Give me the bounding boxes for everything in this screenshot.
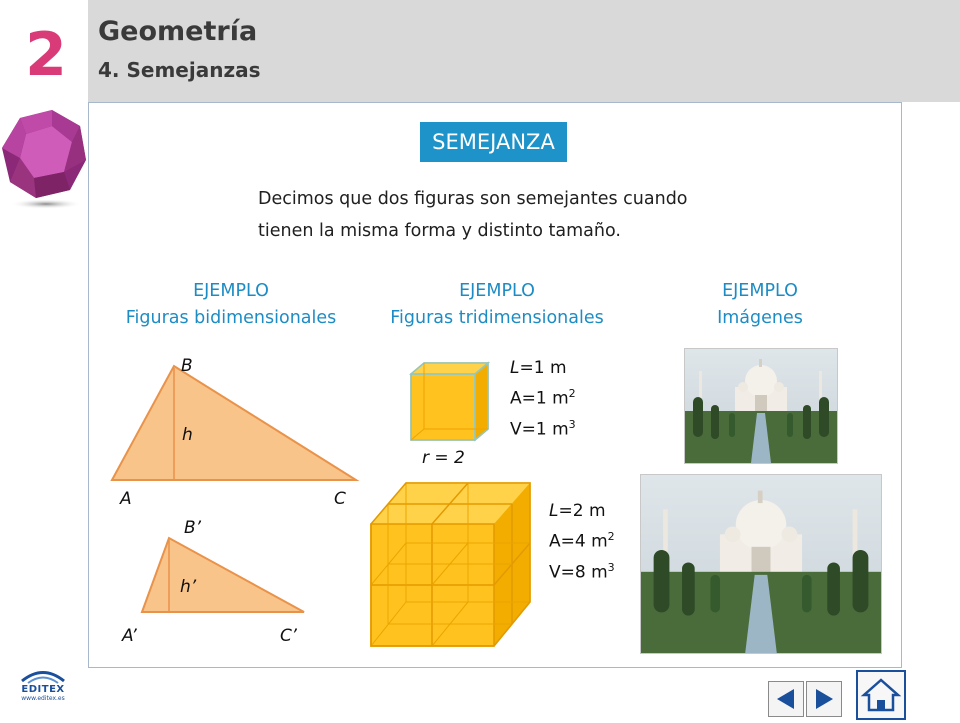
example-3d-heading: EJEMPLO (459, 281, 535, 301)
next-button[interactable] (806, 681, 842, 717)
chapter-number: 2 (25, 20, 67, 90)
cube-small (408, 360, 492, 444)
cube-large (368, 480, 534, 650)
cube-large-l-value: =2 m (558, 501, 606, 521)
vertex-c-label: C (334, 489, 346, 509)
page-subtitle: 4. Semejanzas (98, 58, 261, 82)
taj-mahal-image-large (640, 474, 882, 654)
triangle-left-icon (769, 682, 803, 716)
example-2d (100, 278, 362, 332)
semejanza-badge: SEMEJANZA (420, 122, 567, 162)
cube-small-area-exp: 2 (568, 387, 576, 400)
cube-small-volume-exp: 3 (568, 417, 576, 431)
editex-logo-text: EDITEX (21, 684, 65, 695)
example-images (690, 278, 830, 332)
example-2d-heading: EJEMPLO (193, 281, 269, 301)
cube-large-area: A=4 m (549, 531, 608, 552)
triangle-right-icon (807, 682, 841, 716)
intro-line-2: tienen la misma forma y distinto tamaño. (258, 221, 621, 241)
cube-large-measures (549, 499, 615, 585)
cube-small-measures (510, 356, 576, 442)
triangle-small (138, 534, 308, 616)
example-3d (366, 278, 628, 332)
editex-logo (14, 668, 72, 712)
home-button[interactable] (856, 670, 906, 720)
editex-logo-url: www.editex.es (21, 695, 65, 702)
ratio-text: r = 2 (422, 448, 465, 468)
editex-logo-mark (14, 668, 72, 684)
cube-small-area: A=1 m (510, 388, 569, 409)
intro-line-1: Decimos que dos figuras son semejantes cuando (258, 189, 688, 209)
prev-button[interactable] (768, 681, 804, 717)
cube-small-volume: V=1 m (510, 419, 569, 440)
example-images-heading: EJEMPLO (722, 281, 798, 301)
vertex-c-prime-label: C’ (280, 626, 297, 646)
example-images-caption: Imágenes (717, 308, 803, 328)
height-h-label: h (182, 425, 193, 445)
page-title: Geometría (98, 16, 258, 47)
example-2d-caption: Figuras bidimensionales (125, 308, 337, 328)
cube-small-l-symbol: L (510, 358, 520, 378)
cube-large-l-symbol: L (549, 501, 559, 521)
example-3d-caption: Figuras tridimensionales (390, 308, 604, 328)
vertex-b-label: B (181, 356, 193, 376)
cube-large-volume: V=8 m (549, 562, 608, 583)
home-icon (858, 672, 904, 718)
cube-large-area-exp: 2 (607, 530, 615, 543)
vertex-a-prime-label: A’ (122, 626, 137, 646)
cube-small-l-value: =1 m (519, 358, 567, 378)
vertex-a-label: A (120, 489, 132, 509)
taj-mahal-image-small (684, 348, 838, 464)
cube-large-volume-exp: 3 (607, 560, 615, 574)
triangle-large (108, 362, 360, 486)
height-h-prime-label: h’ (180, 577, 197, 597)
ratio-label (422, 446, 465, 471)
dodecahedron-icon (0, 104, 90, 214)
vertex-b-prime-label: B’ (184, 518, 202, 538)
